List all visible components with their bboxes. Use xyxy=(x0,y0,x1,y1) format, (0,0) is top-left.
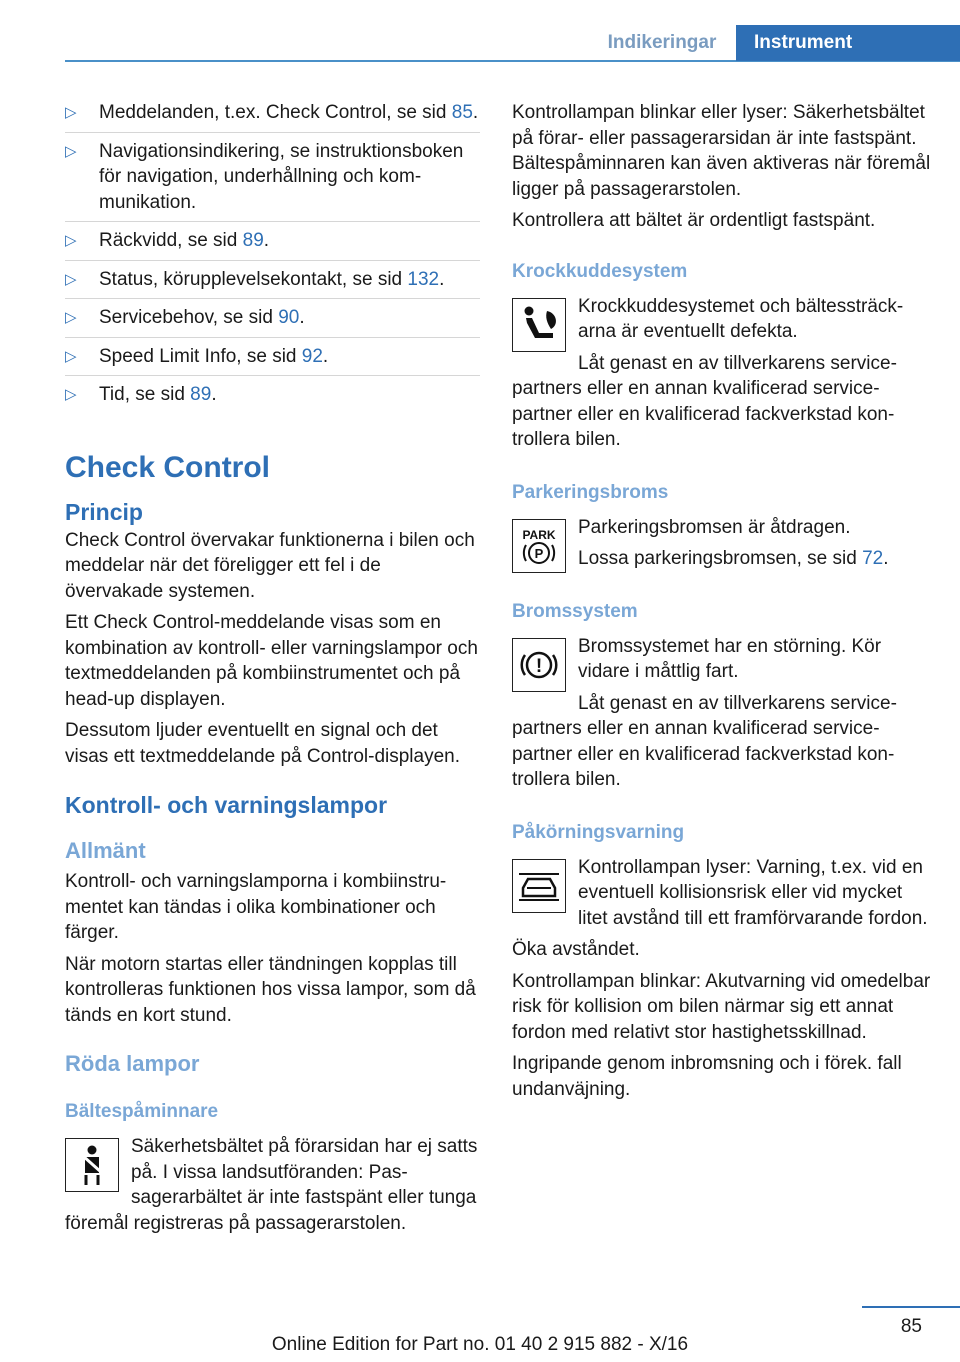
paragraph: Parkeringsbromsen är åtdragen. xyxy=(578,516,851,538)
brake-system-warning xyxy=(512,634,932,799)
page-link[interactable]: 90 xyxy=(278,307,300,328)
paragraph: Lossa parkeringsbromsen, se sid 72. xyxy=(578,548,889,569)
footer-rule xyxy=(862,1306,960,1308)
paragraph: När motorn startas eller tändningen kopplas till kontrolleras funktionen hos vissa lampor, som då tänds en kort stund. xyxy=(65,953,476,1026)
seatbelt-icon xyxy=(65,1138,119,1192)
heading-lamps: Kontroll- och varningslampor xyxy=(65,792,388,818)
heading-roda-lampor: Röda lampor xyxy=(65,1051,200,1076)
list-item: ▷ Servicebehov, se sid 90. xyxy=(65,305,480,338)
list-item: ▷ Speed Limit Info, se sid 92. xyxy=(65,344,480,377)
paragraph: Kontrollampan blinkar eller lyser: Säkerhetsbältet på förar- eller passagerarsidan är inte fastspänt. Bältespåminnaren kan även aktiveras när föremål ligger på passagerarstolen. xyxy=(512,102,931,200)
paragraph: Kontroll- och varningslamporna i kombiinstrumentet kan tändas i olika kombinationer och färger. xyxy=(65,871,447,943)
info-list xyxy=(65,100,480,414)
paragraph: Dessutom ljuder eventuellt en signal och det visas ett textmeddelande på Control-displayen. xyxy=(65,720,461,767)
paragraph: Säkerhetsbältet på förarsidan har ej satts på. I vissa landsutföranden: Passagerarbältet är inte fastspänt eller tunga föremål registreras på passagerarstolen. xyxy=(65,1136,478,1234)
list-item: ▷ Status, körupplevelsekontakt, se sid 132. xyxy=(65,267,480,300)
heading-bromssystem: Bromssystem xyxy=(512,600,638,622)
heading-krockkuddesystem: Krockkuddesystem xyxy=(512,260,688,282)
page-number: 85 xyxy=(900,1316,922,1337)
page-link[interactable]: 72 xyxy=(862,548,884,569)
heading-allmant: Allmänt xyxy=(65,838,146,863)
triangle-bullet-icon: ▷ xyxy=(65,232,77,249)
paragraph: Kontrollampan lyser: Varning, t.ex. vid en eventuell kollisionsrisk eller vid mycket litet avstånd till ett framförvarande fordon. xyxy=(578,856,928,929)
paragraph: Kontrollampan blinkar: Akutvarning vid omedelbar risk för kollision om bilen närmar sig ett annat fordon med relativt stor hastighetsskillnad. xyxy=(512,970,931,1043)
paragraph: Krockkuddesystemet och bältessträckarna är eventuellt defekta. xyxy=(578,295,904,342)
list-item: ▷ Tid, se sid 89. xyxy=(65,382,480,414)
heading-princip: Princip xyxy=(65,498,143,525)
tab-instrument[interactable]: Instrument xyxy=(736,25,960,61)
paragraph: Bromssystemet har en störning. Kör vidare i måttlig fart. xyxy=(578,635,882,682)
page-link[interactable]: 92 xyxy=(301,345,323,367)
tab-indikeringar[interactable]: Indikeringar xyxy=(607,32,717,53)
triangle-bullet-icon: ▷ xyxy=(65,270,77,288)
parking-brake-icon xyxy=(512,519,566,573)
list-item: ▷ Meddelanden, t.ex. Check Control, se sid 85. xyxy=(65,100,480,133)
brake-system-icon xyxy=(512,638,566,692)
heading-parkeringsbroms: Parkeringsbroms xyxy=(512,481,669,503)
parking-brake-warning xyxy=(512,515,932,578)
brake-icon-mark: ! xyxy=(535,655,543,677)
paragraph: Kontrollera att bältet är ordentligt fastspänt. xyxy=(512,210,876,231)
park-icon-p: P xyxy=(534,545,544,561)
paragraph: Check Control övervakar funktionerna i bilen och meddelar när det föreligger ett fel i de övervakade systemen. xyxy=(65,529,475,602)
page-link[interactable]: 89 xyxy=(190,384,212,405)
airbag-icon xyxy=(512,298,566,352)
page-link[interactable]: 85 xyxy=(451,102,473,123)
paragraph: Ett Check Control-meddelande visas som en kombination av kontroll- eller varningslampor och textmeddelanden på kombiinstrumentet och på head-up displayen. xyxy=(65,612,478,710)
paragraph: Låt genast en av tillverkarens servicepartners eller en annan kvalificerad servicepartner eller en kvalificerad fackverkstad kontrollera bilen. xyxy=(512,352,897,450)
page-link[interactable]: 89 xyxy=(242,230,264,251)
triangle-bullet-icon: ▷ xyxy=(65,142,77,160)
triangle-bullet-icon: ▷ xyxy=(65,386,77,403)
list-item: ▷ Räckvidd, se sid 89. xyxy=(65,228,480,261)
edition-footer: Online Edition for Part no. 01 40 2 915 882 - X/16 xyxy=(271,1334,689,1355)
collision-warning xyxy=(512,855,932,1109)
triangle-bullet-icon: ▷ xyxy=(65,347,77,365)
page-link[interactable]: 132 xyxy=(407,268,440,290)
right-column xyxy=(512,100,932,1108)
paragraph: Öka avståndet. xyxy=(512,939,640,960)
paragraph: Ingripande genom inbromsning och i förek. fall undanväjning. xyxy=(512,1053,902,1100)
heading-pakorningsvarning: Påkörningsvarning xyxy=(512,821,685,843)
triangle-bullet-icon: ▷ xyxy=(65,104,77,121)
belt-warning xyxy=(65,1134,480,1242)
section-title-check-control: Check Control xyxy=(65,450,271,484)
collision-warning-icon xyxy=(512,859,566,913)
triangle-bullet-icon: ▷ xyxy=(65,309,77,326)
heading-baltespaminnare: Bältespåminnare xyxy=(65,1101,219,1122)
airbag-warning xyxy=(512,294,932,459)
park-icon-text: PARK xyxy=(522,527,556,542)
left-column xyxy=(65,100,480,1242)
list-item: ▷ Navigationsindikering, se instruktionsboken för navigation, underhållning och kommunikation. xyxy=(65,139,480,223)
paragraph: Låt genast en av tillverkarens servicepartners eller en annan kvalificerad servicepartner eller en kvalificerad fackverkstad kontrollera bilen. xyxy=(512,692,897,790)
